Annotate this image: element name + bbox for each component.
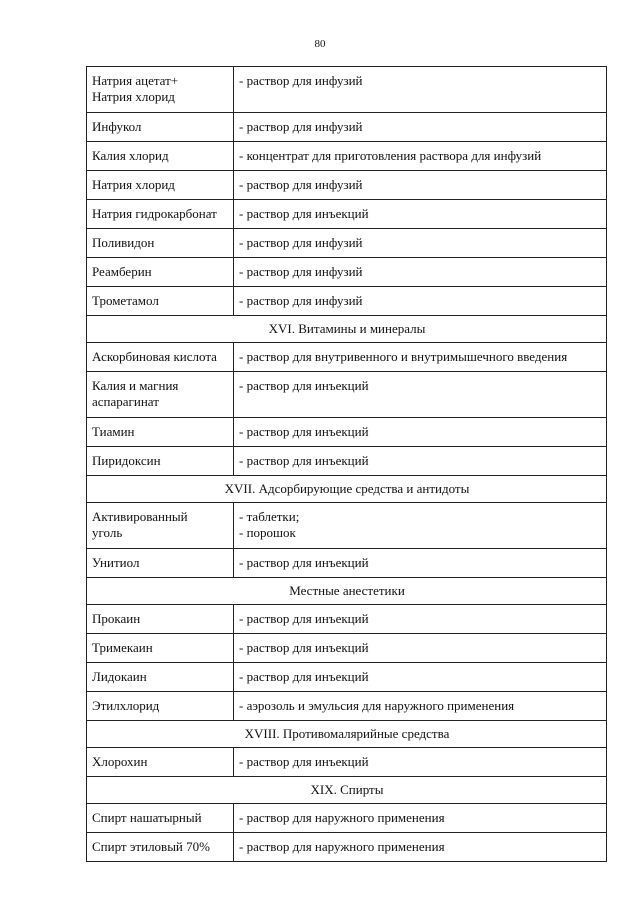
dosage-form-cell: - концентрат для приготовления раствора для инфузий [234,142,607,171]
table-row [87,634,607,663]
dosage-form-cell: - раствор для инфузий [234,113,607,142]
dosage-form-cell: - раствор для наружного применения [234,804,607,833]
drug-name-cell: Тиамин [87,418,234,447]
drug-name-cell: Калия хлорид [87,142,234,171]
section-header-row [87,721,607,748]
table-row [87,287,607,316]
section-header-row [87,578,607,605]
drug-name-cell: Натрия гидрокарбонат [87,200,234,229]
dosage-form-cell: - таблетки; - порошок [234,503,607,549]
dosage-form-cell: - раствор для инъекций [234,748,607,777]
table-row [87,258,607,287]
table-row [87,748,607,777]
dosage-form-cell: - раствор для инфузий [234,67,607,113]
table-row [87,503,607,549]
dosage-form-cell: - раствор для наружного применения [234,833,607,862]
section-header-row [87,777,607,804]
section-header-row [87,316,607,343]
drug-name-cell: Спирт нашатырный [87,804,234,833]
section-title: XVIII. Противомалярийные средства [87,721,607,748]
dosage-form-cell: - раствор для инъекций [234,605,607,634]
drug-name-cell: Аскорбиновая кислота [87,343,234,372]
drug-name-cell: Реамберин [87,258,234,287]
drug-name-cell: Трометамол [87,287,234,316]
table-row [87,229,607,258]
section-title: XVI. Витамины и минералы [87,316,607,343]
dosage-form-cell: - раствор для инфузий [234,287,607,316]
table-row [87,663,607,692]
table-row [87,113,607,142]
section-header-row [87,476,607,503]
dosage-form-cell: - раствор для инфузий [234,171,607,200]
drug-name-cell: Хлорохин [87,748,234,777]
drug-name-cell: Натрия хлорид [87,171,234,200]
table-row [87,833,607,862]
dosage-form-cell: - раствор для инъекций [234,372,607,418]
section-title: Местные анестетики [87,578,607,605]
dosage-form-cell: - раствор для инъекций [234,663,607,692]
dosage-form-cell: - раствор для инъекций [234,200,607,229]
table-row [87,171,607,200]
page-number: 80 [314,38,326,50]
dosage-form-cell: - раствор для инфузий [234,229,607,258]
drug-name-cell: Активированный уголь [87,503,234,549]
dosage-form-cell: - раствор для инъекций [234,418,607,447]
drug-name-cell: Унитиол [87,549,234,578]
dosage-form-cell: - раствор для инъекций [234,634,607,663]
table-row [87,200,607,229]
drug-name-cell: Этилхлорид [87,692,234,721]
table-row [87,67,607,113]
drug-name-cell: Калия и магния аспарагинат [87,372,234,418]
drug-name-cell: Тримекаин [87,634,234,663]
table-row [87,605,607,634]
drug-name-cell: Спирт этиловый 70% [87,833,234,862]
dosage-form-cell: - раствор для инъекций [234,549,607,578]
table-row [87,142,607,171]
dosage-form-cell: - аэрозоль и эмульсия для наружного применения [234,692,607,721]
table-row [87,372,607,418]
dosage-form-cell: - раствор для инфузий [234,258,607,287]
table-row [87,447,607,476]
table-row [87,804,607,833]
drug-name-cell: Пиридоксин [87,447,234,476]
dosage-form-cell: - раствор для инъекций [234,447,607,476]
table-row [87,418,607,447]
medication-table-body [87,67,607,862]
section-title: XIX. Спирты [87,777,607,804]
table-row [87,549,607,578]
dosage-form-cell: - раствор для внутривенного и внутримышечного введения [234,343,607,372]
table-row [87,692,607,721]
drug-name-cell: Поливидон [87,229,234,258]
medication-table [86,66,607,862]
table-row [87,343,607,372]
drug-name-cell: Натрия ацетат+ Натрия хлорид [87,67,234,113]
drug-name-cell: Прокаин [87,605,234,634]
drug-name-cell: Лидокаин [87,663,234,692]
section-title: XVII. Адсорбирующие средства и антидоты [87,476,607,503]
drug-name-cell: Инфукол [87,113,234,142]
